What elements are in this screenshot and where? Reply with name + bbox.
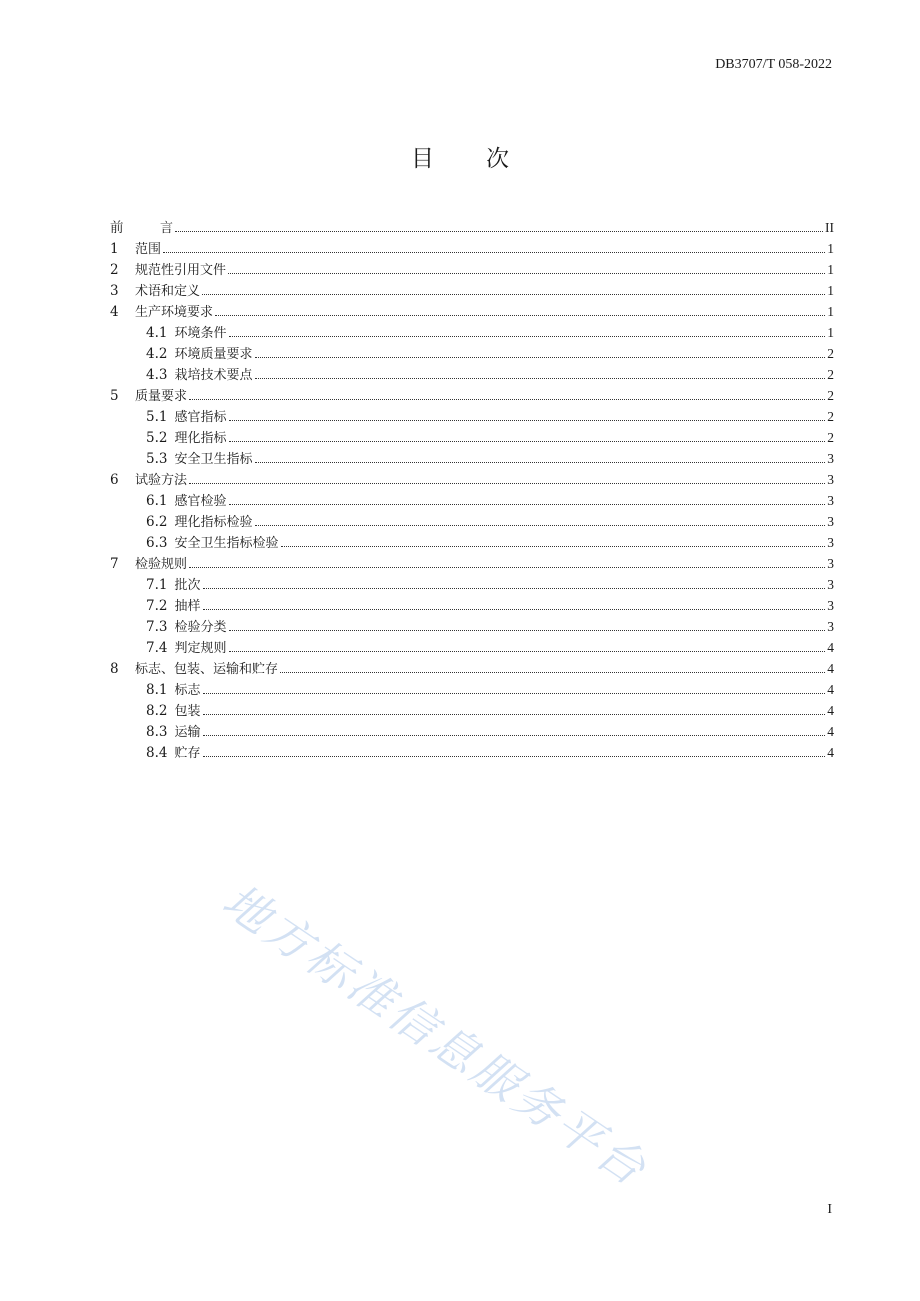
toc-entry-number: 8.3: [146, 724, 168, 740]
toc-entry-label: 理化指标: [174, 431, 227, 446]
toc-entry-label: 贮存: [174, 746, 201, 761]
toc-entry-label: 运输: [174, 725, 201, 740]
toc-dot-leader: [203, 755, 826, 757]
toc-dot-leader: [255, 377, 826, 379]
toc-entry-page: 3: [827, 535, 834, 550]
toc-entry-number: 4: [110, 304, 119, 320]
toc-entry-page: 1: [827, 325, 834, 340]
toc-entry-number: 4.3: [146, 367, 168, 383]
toc-dot-leader: [175, 230, 823, 232]
toc-entry[interactable]: [110, 280, 834, 301]
toc-entry-page: 2: [827, 409, 834, 424]
toc-entry-page: 1: [827, 241, 834, 256]
toc-entry-label: 批次: [174, 578, 201, 593]
toc-entry-label: 标志、包装、运输和贮存: [135, 662, 279, 677]
toc-dot-leader: [229, 650, 826, 652]
toc-entry-number: 1: [110, 241, 119, 257]
toc-entry-label: 安全卫生指标: [174, 452, 253, 467]
toc-entry-number: 6.1: [146, 493, 168, 509]
toc-entry-label: 言: [160, 221, 174, 236]
toc-entry-number: 5.2: [146, 430, 168, 446]
toc-entry-label: 范围: [135, 242, 162, 257]
page-title: [0, 140, 920, 173]
toc-dot-leader: [228, 272, 825, 274]
toc-dot-leader: [280, 671, 825, 673]
toc-entry-page: 3: [827, 598, 834, 613]
toc-entry-page: 1: [827, 304, 834, 319]
toc-entry[interactable]: [110, 427, 834, 448]
toc-entry[interactable]: [110, 469, 834, 490]
toc-entry-number: 7.4: [146, 640, 168, 656]
toc-entry-page: II: [825, 220, 834, 235]
page-number: I: [827, 1202, 832, 1217]
toc-dot-leader: [189, 482, 825, 484]
toc-entry-page: 4: [827, 703, 834, 718]
toc-dot-leader: [229, 419, 826, 421]
toc-entry-label: 试验方法: [135, 473, 188, 488]
toc-entry-number: 5: [110, 388, 119, 404]
toc-entry-number: 3: [110, 283, 119, 299]
toc-entry-label: 安全卫生指标检验: [174, 536, 279, 551]
toc-entry-page: 2: [827, 346, 834, 361]
toc-entry[interactable]: [110, 217, 834, 238]
toc-entry-label: 生产环境要求: [135, 305, 214, 320]
toc-entry-page: 2: [827, 430, 834, 445]
toc-entry[interactable]: [110, 238, 834, 259]
toc-entry-label: 检验分类: [174, 620, 227, 635]
toc-entry-label: 术语和定义: [135, 284, 201, 299]
toc-dot-leader: [203, 587, 826, 589]
toc-entry-label: 理化指标检验: [174, 515, 253, 530]
toc-dot-leader: [229, 335, 826, 337]
toc-entry[interactable]: [110, 322, 834, 343]
toc-entry-page: 4: [827, 661, 834, 676]
toc-entry-number: 6: [110, 472, 119, 488]
toc-entry-page: 3: [827, 619, 834, 634]
toc-entry[interactable]: [110, 448, 834, 469]
toc-dot-leader: [255, 461, 826, 463]
toc-entry-number: 6.2: [146, 514, 168, 530]
toc-entry-page: 4: [827, 724, 834, 739]
toc-dot-leader: [163, 251, 825, 253]
toc-dot-leader: [203, 734, 826, 736]
toc-dot-leader: [229, 629, 826, 631]
toc-entry[interactable]: [110, 385, 834, 406]
toc-entry-number: 7.2: [146, 598, 168, 614]
toc-entry-number: 5.1: [146, 409, 168, 425]
toc-entry[interactable]: [110, 553, 834, 574]
toc-entry[interactable]: [110, 532, 834, 553]
toc-dot-leader: [229, 503, 826, 505]
toc-entry[interactable]: [110, 721, 834, 742]
toc-entry-label: 栽培技术要点: [174, 368, 253, 383]
toc-entry-number: 5.3: [146, 451, 168, 467]
toc-entry-label: 抽样: [174, 599, 201, 614]
toc-entry-label: 标志: [174, 683, 201, 698]
toc-entry-page: 4: [827, 745, 834, 760]
toc-entry-label: 环境条件: [174, 326, 227, 341]
toc-entry-label: 环境质量要求: [174, 347, 253, 362]
toc-entry-label: 判定规则: [174, 641, 227, 656]
toc-entry-label: 检验规则: [135, 557, 188, 572]
table-of-contents: [110, 217, 834, 763]
toc-entry[interactable]: [110, 637, 834, 658]
toc-entry[interactable]: [110, 511, 834, 532]
toc-dot-leader: [215, 314, 825, 316]
title-part-1: 目: [411, 146, 434, 172]
toc-dot-leader: [281, 545, 826, 547]
toc-entry-page: 2: [827, 367, 834, 382]
toc-entry[interactable]: [110, 595, 834, 616]
toc-entry[interactable]: [110, 259, 834, 280]
toc-entry[interactable]: [110, 343, 834, 364]
toc-dot-leader: [202, 293, 825, 295]
toc-entry[interactable]: [110, 406, 834, 427]
toc-entry-label: 包装: [174, 704, 201, 719]
toc-entry[interactable]: [110, 490, 834, 511]
toc-entry-page: 1: [827, 283, 834, 298]
toc-entry-number: 4.1: [146, 325, 168, 341]
toc-entry-page: 2: [827, 388, 834, 403]
toc-entry[interactable]: [110, 301, 834, 322]
toc-entry-number: 6.3: [146, 535, 168, 551]
toc-dot-leader: [203, 608, 826, 610]
toc-entry-page: 3: [827, 493, 834, 508]
toc-entry-number: 8: [110, 661, 119, 677]
toc-dot-leader: [203, 692, 826, 694]
toc-entry-label: 质量要求: [135, 389, 188, 404]
watermark: 地方标准信息服务平台: [213, 873, 658, 1198]
toc-entry-page: 3: [827, 556, 834, 571]
toc-dot-leader: [255, 356, 826, 358]
toc-entry-number: 7.1: [146, 577, 168, 593]
toc-entry[interactable]: [110, 658, 834, 679]
toc-dot-leader: [229, 440, 826, 442]
title-part-2: 次: [486, 146, 509, 172]
toc-entry-number: 2: [110, 262, 119, 278]
toc-entry-number: 前: [110, 220, 124, 236]
toc-entry[interactable]: [110, 574, 834, 595]
toc-entry-page: 3: [827, 472, 834, 487]
document-code: DB3707/T 058-2022: [715, 57, 832, 72]
toc-entry-page: 4: [827, 682, 834, 697]
toc-entry-number: 8.1: [146, 682, 168, 698]
toc-entry-label: 感官检验: [174, 494, 227, 509]
toc-entry-page: 3: [827, 577, 834, 592]
toc-entry-page: 1: [827, 262, 834, 277]
toc-entry-number: 7.3: [146, 619, 168, 635]
toc-entry-label: 感官指标: [174, 410, 227, 425]
toc-entry-number: 8.2: [146, 703, 168, 719]
toc-entry-number: 8.4: [146, 745, 168, 761]
toc-entry-number: 7: [110, 556, 119, 572]
toc-entry-page: 4: [827, 640, 834, 655]
toc-entry[interactable]: [110, 742, 834, 763]
toc-entry[interactable]: [110, 700, 834, 721]
toc-dot-leader: [189, 398, 825, 400]
toc-entry-page: 3: [827, 451, 834, 466]
toc-dot-leader: [189, 566, 825, 568]
toc-entry[interactable]: [110, 364, 834, 385]
toc-entry[interactable]: [110, 679, 834, 700]
toc-entry-page: 3: [827, 514, 834, 529]
toc-dot-leader: [203, 713, 826, 715]
toc-entry-number: 4.2: [146, 346, 168, 362]
toc-dot-leader: [255, 524, 826, 526]
toc-entry[interactable]: [110, 616, 834, 637]
toc-entry-label: 规范性引用文件: [135, 263, 227, 278]
